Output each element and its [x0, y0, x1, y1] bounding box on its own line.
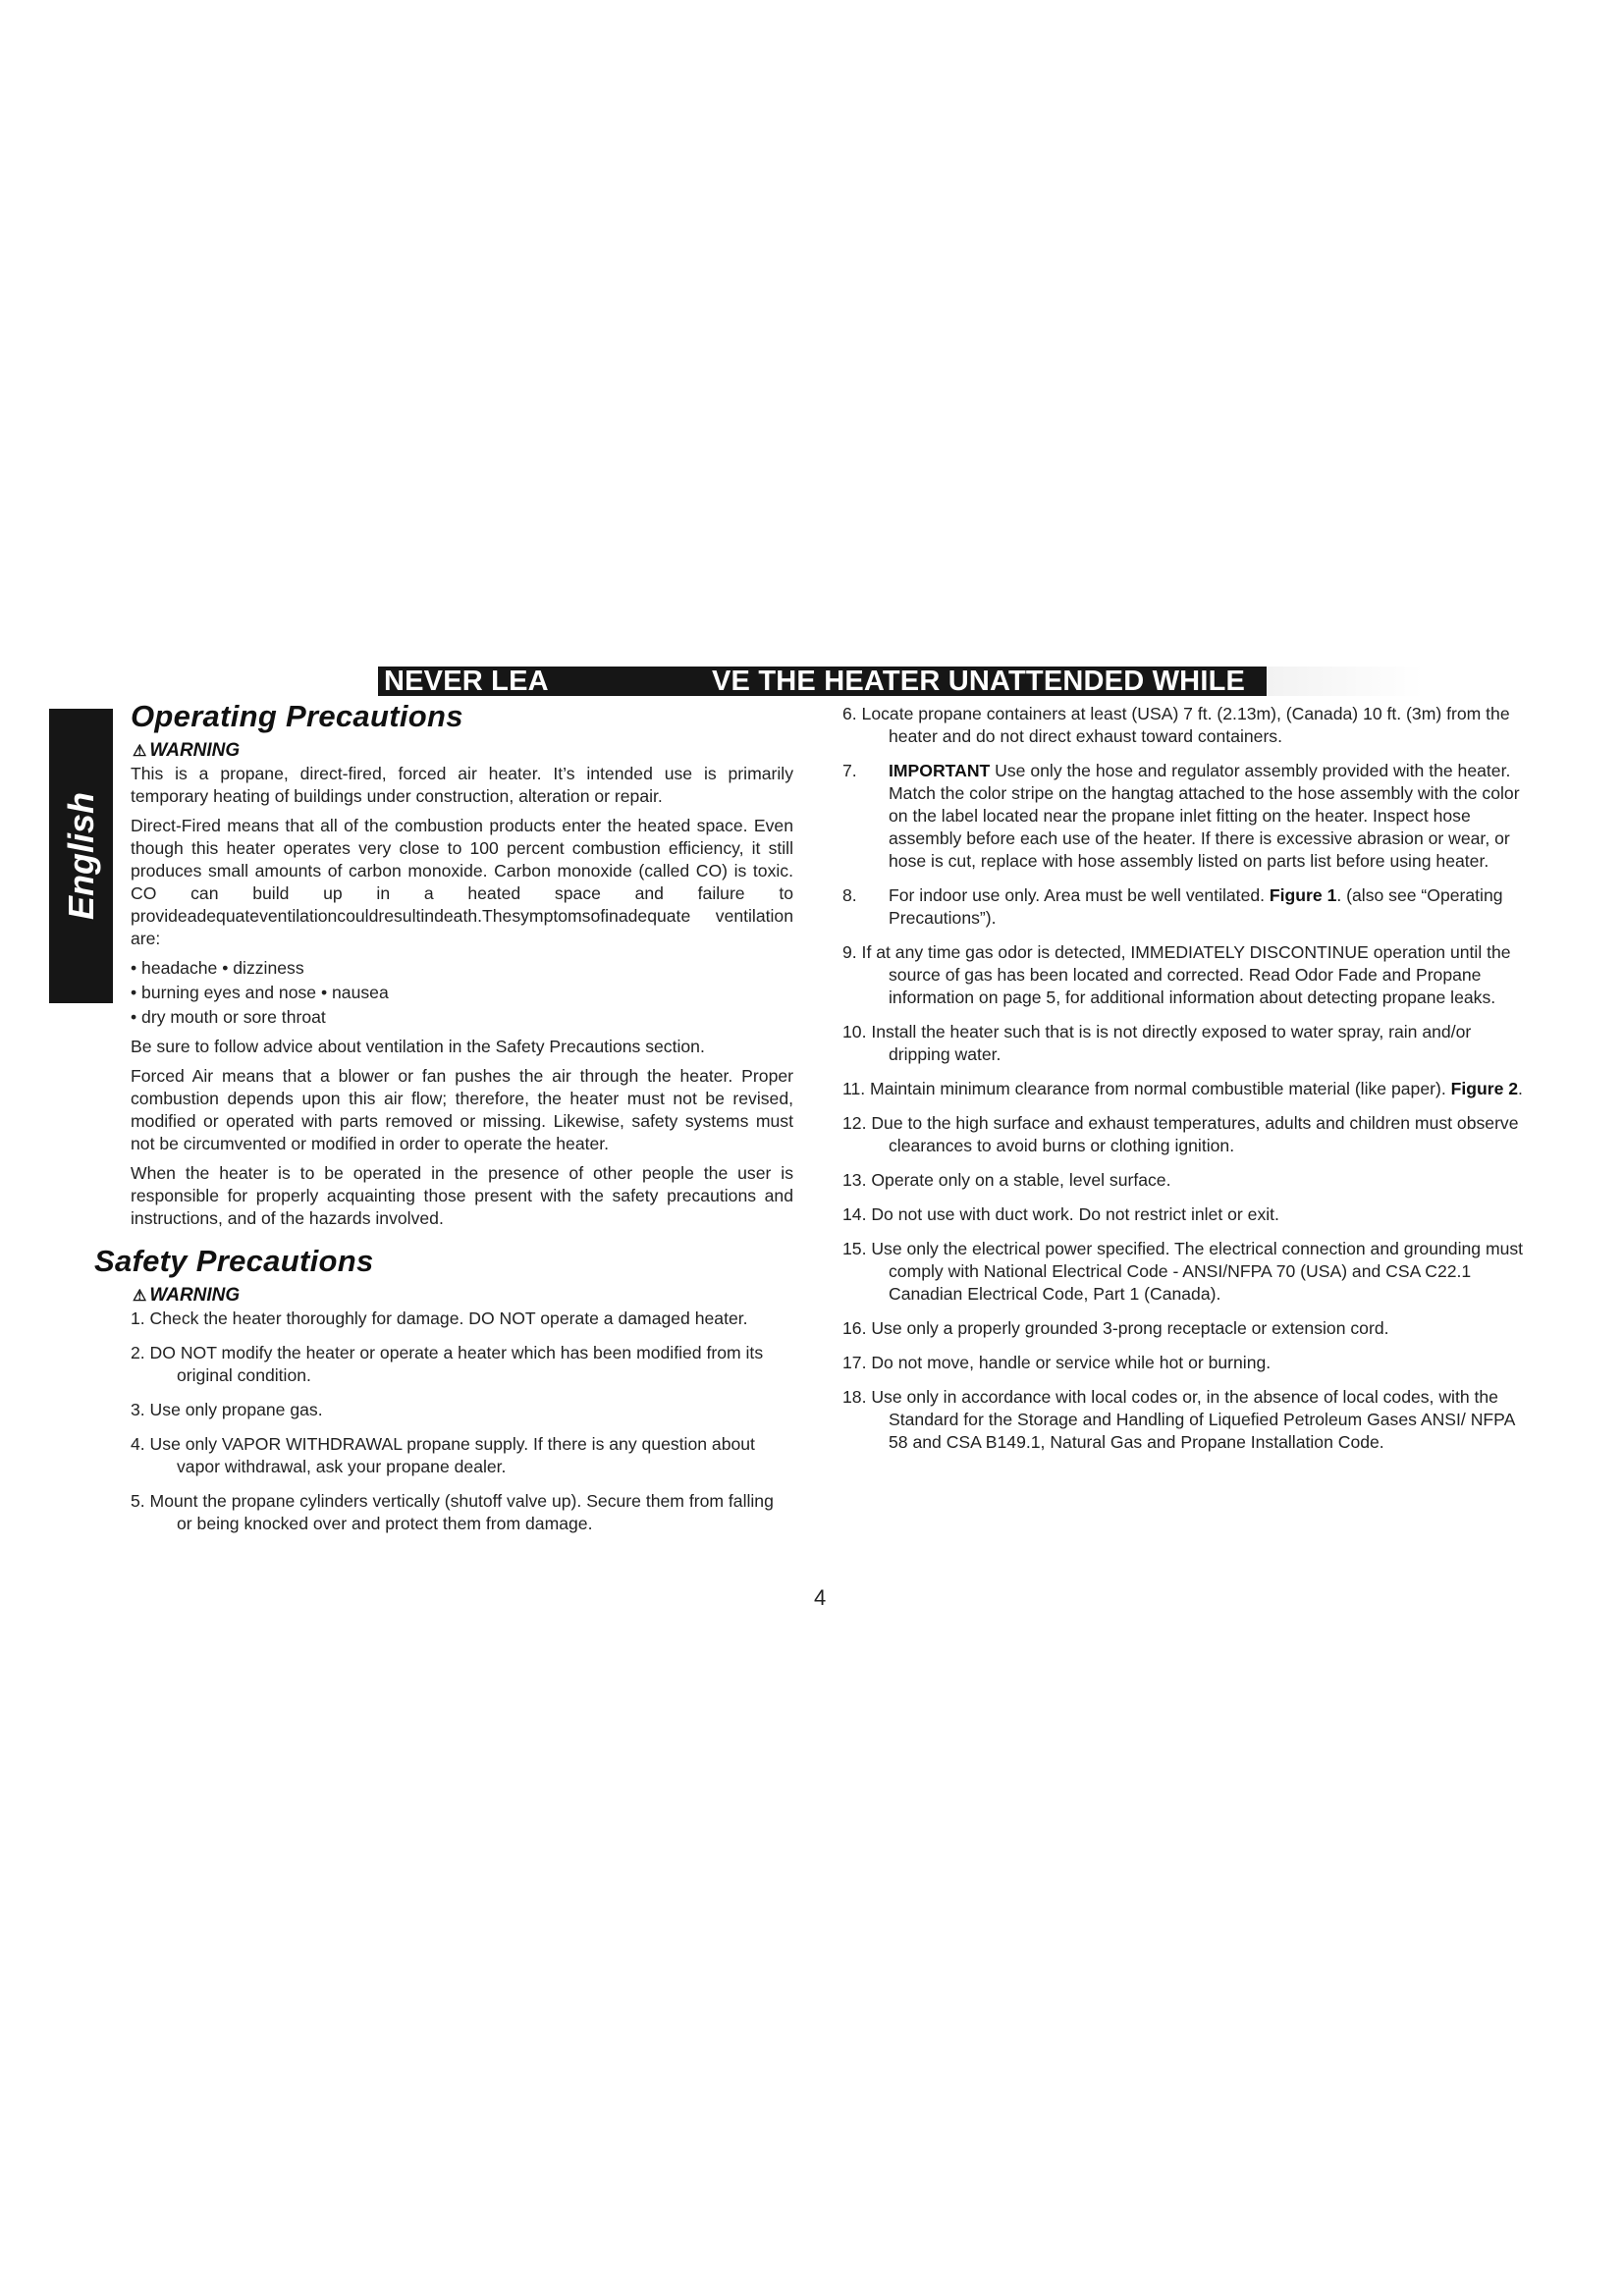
symptom-line-3: • dry mouth or sore throat: [131, 1007, 326, 1027]
left-column: [94, 697, 793, 1547]
item-7-number: 7.: [842, 761, 857, 780]
banner-text-part1: NEVER LEA: [384, 667, 549, 696]
operating-paragraph-4: Forced Air means that a blower or fan pushes the air through the heater. Proper combustion depends upon this air flow; therefore, the heater must not be revised, modified or operated with parts removed or missing. Likewise, safety systems must not be circumvented or modified in order to operate the heater.: [131, 1066, 793, 1153]
banner-faded-end: [1267, 667, 1424, 696]
operating-warning-label: [133, 740, 793, 763]
safety-item-5: 5. Mount the propane cylinders vertically (shutoff valve up). Secure them from falling or being knocked over and protect them from damage.: [131, 1491, 774, 1533]
safety-item-15: 15. Use only the electrical power specified. The electrical connection and grounding must comply with National Electrical Code - ANSI/NFPA 70 (USA) and CSA C22.1 Canadian Electrical Code, Part 1 (Canada).: [842, 1239, 1524, 1304]
safety-item-1: 1. Check the heater thoroughly for damage. DO NOT operate a damaged heater.: [131, 1308, 748, 1328]
safety-item-13: 13. Operate only on a stable, level surface.: [842, 1170, 1171, 1190]
safety-item-4: 4. Use only VAPOR WITHDRAWAL propane supply. If there is any question about vapor withdrawal, ask your propane dealer.: [131, 1434, 755, 1476]
item-11-text: 11. Maintain minimum clearance from normal combustible material (like paper).: [842, 1079, 1451, 1098]
language-tab-label: English: [60, 791, 101, 921]
safety-item-17: 17. Do not move, handle or service while hot or burning.: [842, 1353, 1272, 1372]
item-11-figure-ref: Figure 2: [1450, 1079, 1519, 1098]
safety-item-12: 12. Due to the high surface and exhaust temperatures, adults and children must observe clearances to avoid burns or clothing ignition.: [842, 1113, 1519, 1155]
item-8-text-before: For indoor use only. Area must be well ventilated.: [889, 885, 1270, 905]
right-column: [842, 703, 1535, 1466]
safety-precautions-heading: Safety Precautions: [94, 1244, 374, 1278]
symptom-line-1: • headache • dizziness: [131, 958, 304, 978]
safety-item-10: 10. Install the heater such that is is not directly exposed to water spray, rain and/or dripping water.: [842, 1022, 1472, 1064]
operating-paragraph-3: Be sure to follow advice about ventilation in the Safety Precautions section.: [131, 1037, 705, 1056]
banner-text-part2: VE THE HEATER UNATTENDED WHILE: [712, 667, 1246, 696]
operating-paragraph-1: This is a propane, direct-fired, forced air heater. It’s intended use is primarily temporary heating of buildings under construction, alteration or repair.: [131, 764, 793, 806]
safety-warning-text: WARNING: [149, 1285, 241, 1306]
safety-item-18: 18. Use only in accordance with local codes or, in the absence of local codes, with the Standard for the Storage and Handling of Liquefied Petroleum Gases ANSI/ NFPA 58 and CSA B149.1, Natural Gas and Propane Installation Code.: [842, 1387, 1515, 1452]
warning-triangle-icon: ⚠: [133, 743, 147, 760]
safety-item-14: 14. Do not use with duct work. Do not restrict inlet or exit.: [842, 1204, 1279, 1224]
safety-item-9: 9. If at any time gas odor is detected, IMMEDIATELY DISCONTINUE operation until the source of gas has been located and corrected. Read Odor Fade and Propane information on page 5, for additional information about detecting propane leaks.: [842, 942, 1511, 1007]
operating-paragraph-2: Direct-Fired means that all of the combustion products enter the heated space. Even though this heater operates very close to 100 percent combustion efficiency, it still produces small amounts of carbon monoxide. Carbon monoxide (called CO) is toxic. CO can build up in a heated space and failure to provideadequateventilationcouldresultindeath.Thesymptomsofinadequate ventilation are:: [131, 816, 793, 948]
safety-item-2: 2. DO NOT modify the heater or operate a heater which has been modified from its original condition.: [131, 1343, 764, 1385]
item-11-after: .: [1518, 1079, 1523, 1098]
operating-warning-text: WARNING: [149, 740, 241, 761]
item-8-text-after: . (also see “Operating Precautions”).: [889, 885, 1503, 928]
item-8-number: 8.: [842, 885, 857, 905]
safety-item-16: 16. Use only a properly grounded 3-prong receptacle or extension cord.: [842, 1318, 1389, 1338]
warning-triangle-icon: ⚠: [133, 1288, 147, 1305]
warning-banner: [378, 667, 1267, 696]
item-7-important: IMPORTANT: [889, 761, 991, 780]
safety-item-8: [842, 884, 1535, 930]
safety-item-3: 3. Use only propane gas.: [131, 1400, 323, 1419]
symptom-line-2: • burning eyes and nose • nausea: [131, 983, 389, 1002]
item-7-text: Use only the hose and regulator assembly provided with the heater. Match the color stripe on the hangtag attached to the hose assembly with the color on the label located near the propane inlet fitting on the heater. Inspect hose assembly before each use of the heater. If there is excessive abrasion or wear, or hose is cut, replace with hose assembly listed on parts list before using heater.: [889, 761, 1520, 871]
item-8-figure-ref: Figure 1: [1269, 885, 1337, 905]
safety-item-11: [842, 1078, 1535, 1100]
safety-warning-label: [133, 1285, 793, 1308]
safety-item-7: [842, 760, 1535, 873]
safety-item-6: 6. Locate propane containers at least (USA) 7 ft. (2.13m), (Canada) 10 ft. (3m) from the heater and do not direct exhaust toward containers.: [842, 704, 1510, 746]
language-tab: [49, 709, 113, 1003]
page-number: 4: [814, 1585, 827, 1610]
operating-precautions-heading: Operating Precautions: [131, 699, 463, 733]
operating-paragraph-5: When the heater is to be operated in the presence of other people the user is responsible for properly acquainting those present with the safety precautions and instructions, and of the hazards involved.: [131, 1163, 793, 1228]
